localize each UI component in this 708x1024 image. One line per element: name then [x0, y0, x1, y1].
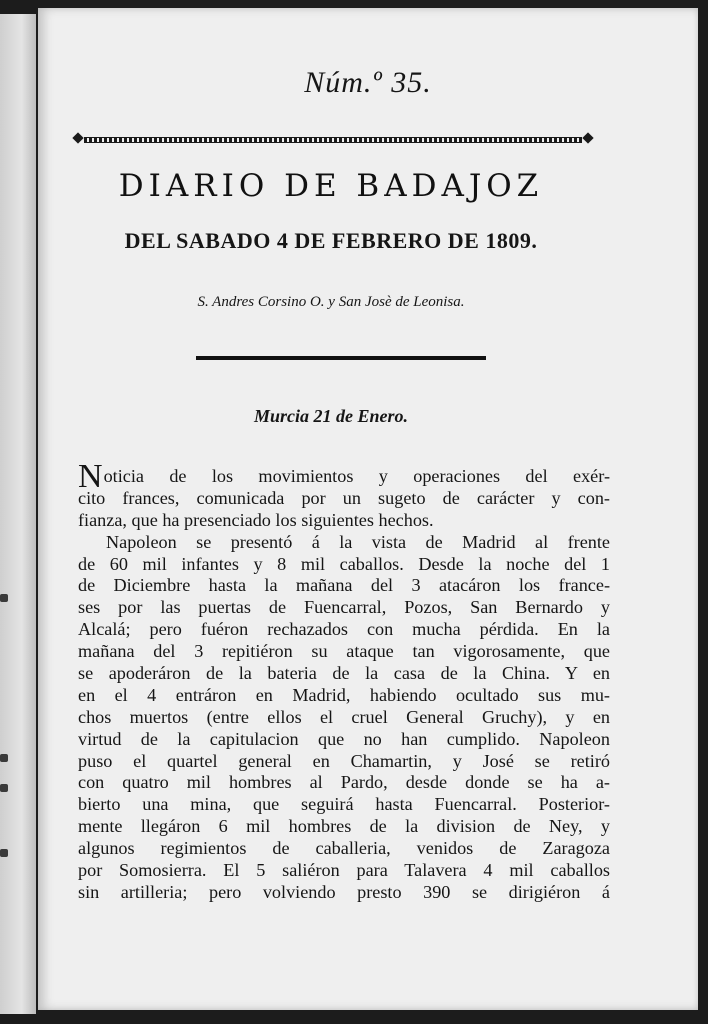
article-line: por Somosierra. El 5 saliéron para Talavera 4 mil caballos: [78, 860, 610, 881]
article-line: de 60 mil infantes y 8 mil caballos. Desde la noche del 1: [78, 553, 610, 574]
article-line: bierto una mina, que seguirá hasta Fuencarral. Posterior-: [78, 794, 610, 815]
newspaper-page: [38, 8, 698, 1010]
newspaper-title: DIARIO DE BADAJOZ: [118, 168, 544, 204]
article-line: fianza, que ha presenciado los siguientes hechos.: [78, 509, 434, 530]
article-line: virtud de la capitulacion que no han cumplido. Napoleon: [78, 728, 610, 749]
article-line: cito frances, comunicada por un sugeto de carácter y con-: [78, 487, 610, 508]
drop-cap: N: [78, 458, 103, 495]
page-edge-mark: [0, 594, 8, 602]
ornament-end-left: [72, 132, 83, 143]
page-edge-mark: [0, 784, 8, 792]
article-line: mente llegáron 6 mil hombres de la division de Ney, y: [78, 816, 610, 837]
article-line: Alcalá; pero fuéron rechazados con mucha pérdida. En la: [78, 619, 610, 640]
saints-of-the-day: S. Andres Corsino O. y San Josè de Leonisa.: [197, 294, 465, 310]
article-line: mañana del 3 repitiéron su ataque tan vigorosamente, que: [78, 641, 610, 662]
article-line: algunos regimientos de caballeria, venidos de Zaragoza: [78, 838, 610, 859]
page-edge-mark: [0, 754, 8, 762]
article-line: se apoderáron de la bateria de la casa de la China. Y en: [78, 663, 610, 684]
article-line: sin artilleria; pero volviendo presto 390 se dirigiéron á: [78, 881, 610, 902]
article-place-date: Murcia 21 de Enero.: [253, 406, 408, 426]
article-line: ses por las puertas de Fuencarral, Pozos, San Bernardo y: [78, 597, 610, 618]
ornament-end-right: [582, 132, 593, 143]
page-edge-mark: [0, 849, 8, 857]
article-body: [78, 458, 610, 904]
ornament-line: [84, 137, 582, 143]
horizontal-rule: [196, 356, 486, 360]
article-line: Noticia de los movimientos y operaciones del exér-: [78, 458, 610, 495]
article-line: Napoleon se presentó á la vista de Madrid al frente: [106, 531, 610, 552]
article-line: de Diciembre hasta la mañana del 3 atacáron los france-: [78, 575, 610, 596]
article-line: con quatro mil hombres al Pardo, desde donde se ha a-: [78, 772, 610, 793]
article-line: puso el quartel general en Chamartin, y José se retiró: [78, 750, 610, 771]
article-line: chos muertos (entre ellos el cruel General Gruchy), y en: [78, 706, 610, 727]
article-line: en el 4 entráron en Madrid, habiendo ocultado sus mu-: [78, 684, 610, 705]
facing-page-edge: [0, 14, 36, 1014]
issue-number: Núm.º 35.: [304, 66, 432, 99]
dateline: DEL SABADO 4 DE FEBRERO DE 1809.: [124, 228, 538, 253]
ornamental-border: [74, 134, 592, 144]
